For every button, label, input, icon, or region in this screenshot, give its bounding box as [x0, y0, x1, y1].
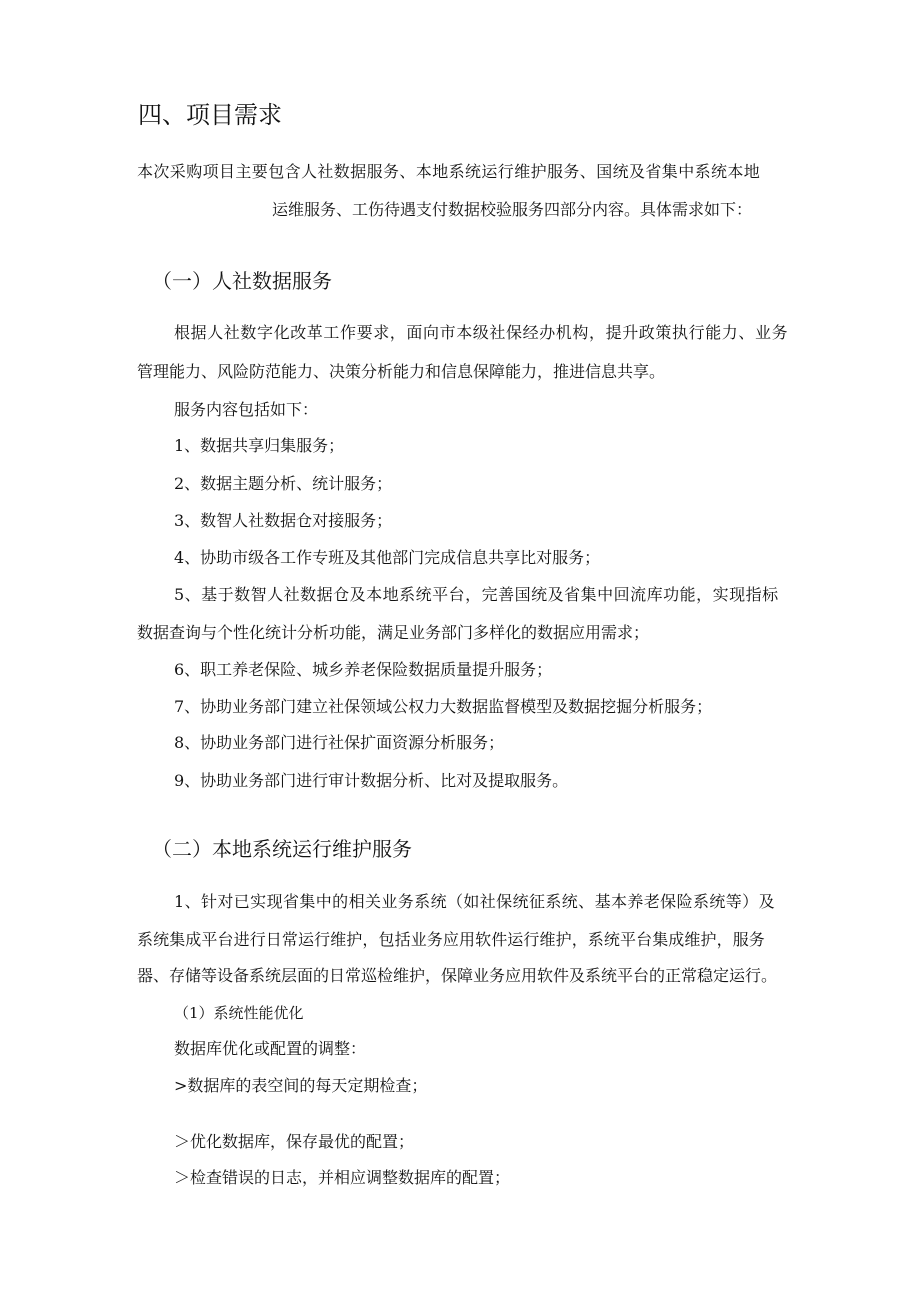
list-item: 1、数据共享归集服务； [174, 436, 345, 455]
list-item-continuation: 数据查询与个性化统计分析功能，满足业务部门多样化的数据应用需求； [137, 623, 650, 642]
list-item: 6、职工养老保险、城乡养老保险数据质量提升服务； [174, 660, 553, 679]
list-item: 9、协助业务部门进行审计数据分析、比对及提取服务。 [174, 771, 569, 790]
section-2-title: （二）本地系统运行维护服务 [152, 837, 412, 861]
list-item: 3、数智人社数据仓对接服务； [174, 511, 393, 530]
page-heading: 四、项目需求 [138, 101, 282, 129]
section-2-para-line-1: 1、针对已实现省集中的相关业务系统（如社保统征系统、基本养老保险系统等）及 [174, 892, 775, 911]
list-item: 2、数据主题分析、统计服务； [174, 474, 393, 493]
intro-line-2: 运维服务、工伤待遇支付数据校验服务四部分内容。具体需求如下： [272, 200, 753, 219]
intro-line-1: 本次采购项目主要包含人社数据服务、本地系统运行维护服务、国统及省集中系统本地 [137, 162, 761, 181]
list-item: 8、协助业务部门进行社保扩面资源分析服务； [174, 733, 505, 752]
section-1-list-intro: 服务内容包括如下： [174, 400, 319, 419]
section-2-para-line-3: 器、存储等设备系统层面的日常巡检维护，保障业务应用软件及系统平台的正常稳定运行。 [137, 966, 778, 985]
list-item: 4、协助市级各工作专班及其他部门完成信息共享比对服务； [174, 548, 601, 567]
subsection-1-title: （1）系统性能优化 [174, 1004, 304, 1022]
bullet-item: ＞检查错误的日志，并相应调整数据库的配置； [174, 1168, 511, 1187]
list-item: 5、基于数智人社数据仓及本地系统平台，完善国统及省集中回流库功能，实现指标 [174, 585, 779, 604]
list-item: 7、协助业务部门建立社保领域公权力大数据监督模型及数据挖掘分析服务； [174, 697, 713, 716]
section-1-title: （一）人社数据服务 [152, 269, 332, 293]
section-2-para-line-2: 系统集成平台进行日常运行维护，包括业务应用软件运行维护，系统平台集成维护，服务 [137, 930, 765, 949]
bullet-item: ＞优化数据库，保存最优的配置； [174, 1132, 415, 1151]
section-1-para-line-2: 管理能力、风险防范能力、决策分析能力和信息保障能力，推进信息共享。 [137, 362, 666, 381]
bullet-item: >数据库的表空间的每天定期检查； [174, 1076, 428, 1095]
subsection-1-intro: 数据库优化或配置的调整： [174, 1039, 367, 1058]
section-1-para-line-1: 根据人社数字化改革工作要求，面向市本级社保经办机构，提升政策执行能力、业务 [174, 323, 789, 342]
